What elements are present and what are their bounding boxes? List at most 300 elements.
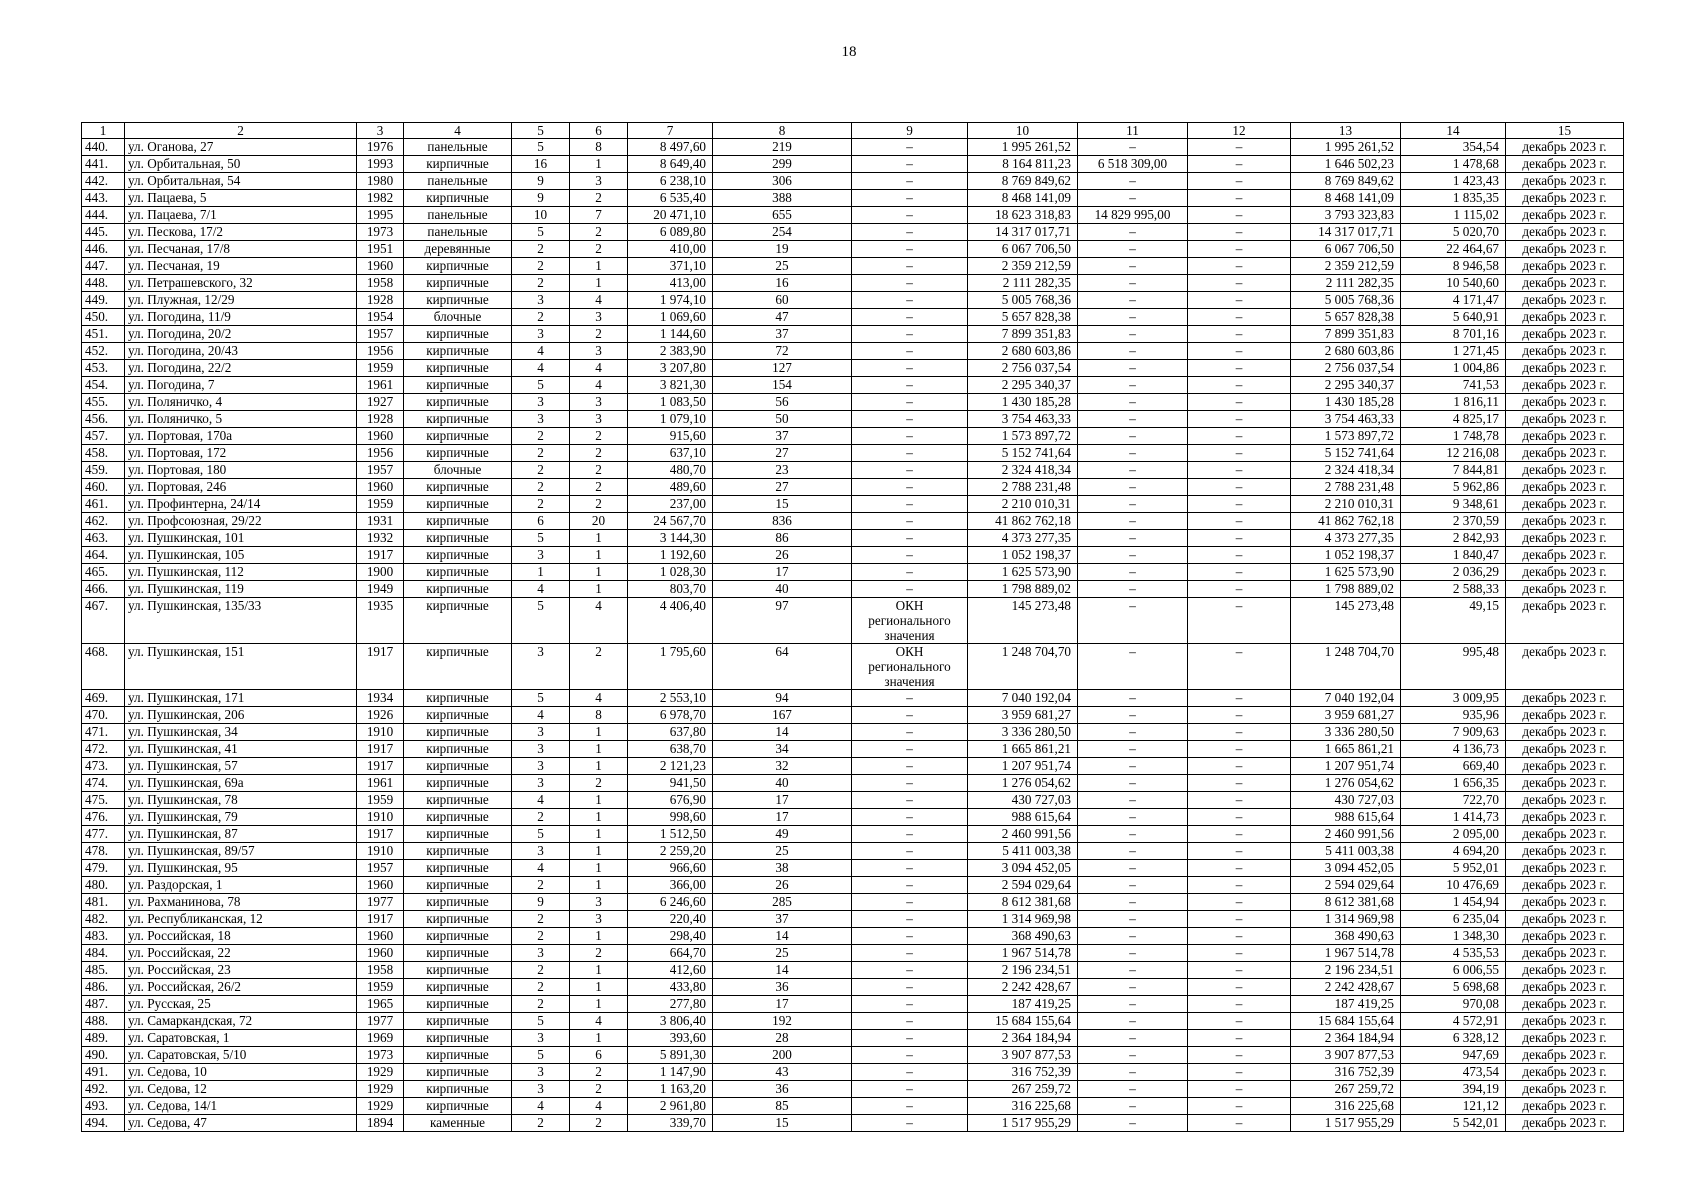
total-cost-cell: 3 907 877,53 [968,1047,1078,1064]
row-number-cell: 462. [82,513,125,530]
residents-cell: 192 [713,1013,852,1030]
total-cost-cell: 316 225,68 [968,1098,1078,1115]
residents-cell: 25 [713,945,852,962]
table-row [82,644,1624,690]
specific-cost-cell: 6 328,12 [1401,1030,1506,1047]
year-cell: 1959 [357,496,404,513]
cost-cell-11: – [1078,826,1188,843]
address-cell: ул. Седова, 14/1 [125,1098,357,1115]
status-cell: – [852,860,968,877]
wall-material-cell: кирпичные [404,428,512,445]
entrances-cell: 1 [570,156,628,173]
specific-cost-cell: 2 036,29 [1401,564,1506,581]
floors-cell: 3 [512,292,570,309]
cost-cell-11: – [1078,1064,1188,1081]
area-cell: 637,80 [628,724,713,741]
deadline-cell: декабрь 2023 г. [1506,911,1624,928]
entrances-cell: 7 [570,207,628,224]
wall-material-cell: кирпичные [404,826,512,843]
cost-cell-12: – [1188,843,1291,860]
wall-material-cell: кирпичные [404,258,512,275]
cost-cell-13: 1 995 261,52 [1291,139,1401,156]
row-number-cell: 446. [82,241,125,258]
floors-cell: 2 [512,445,570,462]
address-cell: ул. Погодина, 7 [125,377,357,394]
wall-material-cell: кирпичные [404,292,512,309]
table-row [82,513,1624,530]
entrances-cell: 1 [570,809,628,826]
wall-material-cell: блочные [404,309,512,326]
area-cell: 6 089,80 [628,224,713,241]
total-cost-cell: 1 995 261,52 [968,139,1078,156]
address-cell: ул. Пушкинская, 69а [125,775,357,792]
cost-cell-12: – [1188,877,1291,894]
cost-cell-12: – [1188,581,1291,598]
address-cell: ул. Погодина, 11/9 [125,309,357,326]
floors-cell: 5 [512,224,570,241]
specific-cost-cell: 473,54 [1401,1064,1506,1081]
cost-cell-13: 267 259,72 [1291,1081,1401,1098]
area-cell: 1 192,60 [628,547,713,564]
floors-cell: 3 [512,843,570,860]
deadline-cell: декабрь 2023 г. [1506,581,1624,598]
specific-cost-cell: 8 946,58 [1401,258,1506,275]
residents-cell: 836 [713,513,852,530]
entrances-cell: 2 [570,445,628,462]
cost-cell-11: – [1078,377,1188,394]
row-number-cell: 485. [82,962,125,979]
cost-cell-12: – [1188,792,1291,809]
address-cell: ул. Пескова, 17/2 [125,224,357,241]
row-number-cell: 447. [82,258,125,275]
status-cell: – [852,479,968,496]
deadline-cell: декабрь 2023 г. [1506,758,1624,775]
entrances-cell: 8 [570,707,628,724]
row-number-cell: 457. [82,428,125,445]
address-cell: ул. Петрашевского, 32 [125,275,357,292]
area-cell: 1 795,60 [628,644,713,690]
wall-material-cell: кирпичные [404,1098,512,1115]
address-cell: ул. Раздорская, 1 [125,877,357,894]
floors-cell: 2 [512,928,570,945]
year-cell: 1982 [357,190,404,207]
column-number-header: 5 [512,123,570,139]
residents-cell: 200 [713,1047,852,1064]
wall-material-cell: кирпичные [404,1064,512,1081]
specific-cost-cell: 4 572,91 [1401,1013,1506,1030]
year-cell: 1917 [357,826,404,843]
specific-cost-cell: 22 464,67 [1401,241,1506,258]
deadline-cell: декабрь 2023 г. [1506,258,1624,275]
deadline-cell: декабрь 2023 г. [1506,343,1624,360]
cost-cell-11: – [1078,860,1188,877]
area-cell: 3 821,30 [628,377,713,394]
cost-cell-11: – [1078,724,1188,741]
residents-cell: 36 [713,1081,852,1098]
status-cell: – [852,724,968,741]
row-number-cell: 483. [82,928,125,945]
address-cell: ул. Пацаева, 5 [125,190,357,207]
cost-cell-12: – [1188,190,1291,207]
entrances-cell: 3 [570,411,628,428]
specific-cost-cell: 1 348,30 [1401,928,1506,945]
table-row [82,860,1624,877]
specific-cost-cell: 2 588,33 [1401,581,1506,598]
floors-cell: 9 [512,190,570,207]
residents-cell: 72 [713,343,852,360]
area-cell: 3 207,80 [628,360,713,377]
wall-material-cell: кирпичные [404,911,512,928]
cost-cell-11: – [1078,513,1188,530]
wall-material-cell: кирпичные [404,411,512,428]
row-number-cell: 448. [82,275,125,292]
cost-cell-11: – [1078,894,1188,911]
address-cell: ул. Пушкинская, 87 [125,826,357,843]
residents-cell: 17 [713,809,852,826]
floors-cell: 3 [512,326,570,343]
deadline-cell: декабрь 2023 г. [1506,928,1624,945]
cost-cell-13: 2 359 212,59 [1291,258,1401,275]
specific-cost-cell: 5 542,01 [1401,1115,1506,1132]
table-row [82,190,1624,207]
wall-material-cell: кирпичные [404,564,512,581]
wall-material-cell: кирпичные [404,1081,512,1098]
year-cell: 1917 [357,911,404,928]
deadline-cell: декабрь 2023 г. [1506,207,1624,224]
cost-cell-11: – [1078,462,1188,479]
address-cell: ул. Погодина, 20/43 [125,343,357,360]
wall-material-cell: кирпичные [404,860,512,877]
status-cell: – [852,496,968,513]
residents-cell: 17 [713,996,852,1013]
entrances-cell: 1 [570,792,628,809]
area-cell: 339,70 [628,1115,713,1132]
year-cell: 1993 [357,156,404,173]
area-cell: 1 974,10 [628,292,713,309]
residents-cell: 17 [713,792,852,809]
table-row [82,979,1624,996]
row-number-cell: 490. [82,1047,125,1064]
residents-cell: 26 [713,547,852,564]
status-cell: – [852,1030,968,1047]
column-number-header: 14 [1401,123,1506,139]
area-cell: 4 406,40 [628,598,713,644]
specific-cost-cell: 947,69 [1401,1047,1506,1064]
floors-cell: 2 [512,309,570,326]
status-cell: – [852,809,968,826]
residents-cell: 37 [713,428,852,445]
table-row [82,360,1624,377]
specific-cost-cell: 1 835,35 [1401,190,1506,207]
entrances-cell: 3 [570,911,628,928]
area-cell: 413,00 [628,275,713,292]
specific-cost-cell: 995,48 [1401,644,1506,690]
address-cell: ул. Российская, 26/2 [125,979,357,996]
deadline-cell: декабрь 2023 г. [1506,564,1624,581]
floors-cell: 2 [512,877,570,894]
floors-cell: 2 [512,258,570,275]
column-number-header: 4 [404,123,512,139]
row-number-cell: 449. [82,292,125,309]
total-cost-cell: 2 295 340,37 [968,377,1078,394]
status-cell: – [852,945,968,962]
column-number-header: 13 [1291,123,1401,139]
status-cell: – [852,547,968,564]
specific-cost-cell: 970,08 [1401,996,1506,1013]
address-cell: ул. Погодина, 20/2 [125,326,357,343]
cost-cell-13: 6 067 706,50 [1291,241,1401,258]
cost-cell-11: – [1078,843,1188,860]
entrances-cell: 1 [570,547,628,564]
cost-cell-13: 2 680 603,86 [1291,343,1401,360]
deadline-cell: декабрь 2023 г. [1506,979,1624,996]
wall-material-cell: кирпичные [404,928,512,945]
floors-cell: 3 [512,945,570,962]
total-cost-cell: 316 752,39 [968,1064,1078,1081]
row-number-cell: 477. [82,826,125,843]
status-cell: – [852,292,968,309]
area-cell: 6 246,60 [628,894,713,911]
address-cell: ул. Российская, 18 [125,928,357,945]
total-cost-cell: 3 094 452,05 [968,860,1078,877]
status-cell: – [852,411,968,428]
row-number-cell: 466. [82,581,125,598]
cost-cell-13: 145 273,48 [1291,598,1401,644]
area-cell: 24 567,70 [628,513,713,530]
total-cost-cell: 430 727,03 [968,792,1078,809]
status-cell: – [852,911,968,928]
area-cell: 941,50 [628,775,713,792]
wall-material-cell: кирпичные [404,996,512,1013]
status-cell: – [852,394,968,411]
floors-cell: 2 [512,809,570,826]
area-cell: 393,60 [628,1030,713,1047]
total-cost-cell: 1 798 889,02 [968,581,1078,598]
specific-cost-cell: 7 844,81 [1401,462,1506,479]
address-cell: ул. Российская, 23 [125,962,357,979]
wall-material-cell: кирпичные [404,894,512,911]
row-number-cell: 444. [82,207,125,224]
entrances-cell: 2 [570,326,628,343]
wall-material-cell: кирпичные [404,581,512,598]
total-cost-cell: 1 276 054,62 [968,775,1078,792]
deadline-cell: декабрь 2023 г. [1506,326,1624,343]
residents-cell: 14 [713,724,852,741]
wall-material-cell: кирпичные [404,479,512,496]
wall-material-cell: панельные [404,224,512,241]
wall-material-cell: деревянные [404,241,512,258]
cost-cell-13: 1 276 054,62 [1291,775,1401,792]
cost-cell-11: – [1078,139,1188,156]
deadline-cell: декабрь 2023 г. [1506,1047,1624,1064]
cost-cell-13: 2 324 418,34 [1291,462,1401,479]
year-cell: 1929 [357,1064,404,1081]
floors-cell: 2 [512,496,570,513]
status-cell: – [852,530,968,547]
specific-cost-cell: 49,15 [1401,598,1506,644]
row-number-cell: 469. [82,690,125,707]
cost-cell-12: – [1188,479,1291,496]
table-row [82,462,1624,479]
cost-cell-12: – [1188,564,1291,581]
wall-material-cell: кирпичные [404,1030,512,1047]
cost-cell-11: – [1078,644,1188,690]
specific-cost-cell: 2 842,93 [1401,530,1506,547]
total-cost-cell: 8 164 811,23 [968,156,1078,173]
wall-material-cell: блочные [404,462,512,479]
cost-cell-11: – [1078,496,1188,513]
entrances-cell: 2 [570,224,628,241]
residents-cell: 37 [713,326,852,343]
status-cell: – [852,741,968,758]
status-cell: – [852,979,968,996]
cost-cell-12: – [1188,530,1291,547]
entrances-cell: 2 [570,945,628,962]
area-cell: 2 259,20 [628,843,713,860]
total-cost-cell: 1 573 897,72 [968,428,1078,445]
residents-cell: 154 [713,377,852,394]
area-cell: 6 978,70 [628,707,713,724]
total-cost-cell: 2 594 029,64 [968,877,1078,894]
row-number-cell: 475. [82,792,125,809]
cost-cell-12: – [1188,741,1291,758]
address-cell: ул. Пушкинская, 112 [125,564,357,581]
year-cell: 1957 [357,860,404,877]
wall-material-cell: кирпичные [404,1047,512,1064]
cost-cell-12: – [1188,707,1291,724]
status-cell: – [852,1115,968,1132]
floors-cell: 5 [512,530,570,547]
cost-cell-12: – [1188,775,1291,792]
cost-cell-13: 187 419,25 [1291,996,1401,1013]
cost-cell-12: – [1188,428,1291,445]
cost-cell-11: – [1078,411,1188,428]
row-number-cell: 476. [82,809,125,826]
deadline-cell: декабрь 2023 г. [1506,292,1624,309]
area-cell: 6 535,40 [628,190,713,207]
total-cost-cell: 5 657 828,38 [968,309,1078,326]
cost-cell-11: – [1078,809,1188,826]
address-cell: ул. Орбитальная, 54 [125,173,357,190]
wall-material-cell: кирпичные [404,724,512,741]
total-cost-cell: 2 324 418,34 [968,462,1078,479]
row-number-cell: 472. [82,741,125,758]
area-cell: 277,80 [628,996,713,1013]
row-number-cell: 479. [82,860,125,877]
residents-cell: 47 [713,309,852,326]
cost-cell-13: 2 111 282,35 [1291,275,1401,292]
residents-cell: 14 [713,928,852,945]
cost-cell-11: – [1078,741,1188,758]
cost-cell-12: – [1188,275,1291,292]
wall-material-cell: кирпичные [404,598,512,644]
specific-cost-cell: 4 694,20 [1401,843,1506,860]
row-number-cell: 480. [82,877,125,894]
table-row [82,292,1624,309]
area-cell: 480,70 [628,462,713,479]
specific-cost-cell: 8 701,16 [1401,326,1506,343]
residents-cell: 56 [713,394,852,411]
specific-cost-cell: 1 840,47 [1401,547,1506,564]
area-cell: 8 649,40 [628,156,713,173]
entrances-cell: 2 [570,644,628,690]
status-cell: – [852,275,968,292]
specific-cost-cell: 9 348,61 [1401,496,1506,513]
cost-cell-11: – [1078,1013,1188,1030]
deadline-cell: декабрь 2023 г. [1506,445,1624,462]
entrances-cell: 3 [570,343,628,360]
wall-material-cell: кирпичные [404,741,512,758]
year-cell: 1957 [357,462,404,479]
specific-cost-cell: 6 006,55 [1401,962,1506,979]
cost-cell-13: 368 490,63 [1291,928,1401,945]
area-cell: 1 147,90 [628,1064,713,1081]
area-cell: 8 497,60 [628,139,713,156]
year-cell: 1960 [357,479,404,496]
wall-material-cell: кирпичные [404,1013,512,1030]
status-cell: – [852,707,968,724]
cost-cell-12: – [1188,360,1291,377]
residents-cell: 167 [713,707,852,724]
year-cell: 1959 [357,360,404,377]
floors-cell: 5 [512,1013,570,1030]
address-cell: ул. Пушкинская, 34 [125,724,357,741]
status-cell: – [852,139,968,156]
row-number-cell: 486. [82,979,125,996]
floors-cell: 3 [512,1030,570,1047]
cost-cell-11: – [1078,775,1188,792]
cost-cell-13: 1 207 951,74 [1291,758,1401,775]
table-row [82,1081,1624,1098]
address-cell: ул. Пушкинская, 171 [125,690,357,707]
floors-cell: 5 [512,377,570,394]
year-cell: 1965 [357,996,404,1013]
wall-material-cell: кирпичные [404,156,512,173]
year-cell: 1960 [357,877,404,894]
cost-cell-12: – [1188,758,1291,775]
year-cell: 1976 [357,139,404,156]
floors-cell: 3 [512,411,570,428]
row-number-cell: 463. [82,530,125,547]
cost-cell-13: 2 756 037,54 [1291,360,1401,377]
deadline-cell: декабрь 2023 г. [1506,843,1624,860]
specific-cost-cell: 3 009,95 [1401,690,1506,707]
total-cost-cell: 145 273,48 [968,598,1078,644]
entrances-cell: 2 [570,496,628,513]
year-cell: 1927 [357,394,404,411]
entrances-cell: 4 [570,377,628,394]
cost-cell-12: – [1188,1030,1291,1047]
year-cell: 1917 [357,644,404,690]
area-cell: 966,60 [628,860,713,877]
cost-cell-13: 4 373 277,35 [1291,530,1401,547]
table-row [82,309,1624,326]
row-number-cell: 489. [82,1030,125,1047]
cost-cell-11: – [1078,292,1188,309]
cost-cell-13: 3 094 452,05 [1291,860,1401,877]
deadline-cell: декабрь 2023 г. [1506,241,1624,258]
year-cell: 1973 [357,1047,404,1064]
cost-cell-12: – [1188,928,1291,945]
cost-cell-12: – [1188,258,1291,275]
entrances-cell: 2 [570,1081,628,1098]
cost-cell-11: 14 829 995,00 [1078,207,1188,224]
row-number-cell: 464. [82,547,125,564]
area-cell: 298,40 [628,928,713,945]
floors-cell: 2 [512,428,570,445]
area-cell: 366,00 [628,877,713,894]
address-cell: ул. Пушкинская, 89/57 [125,843,357,860]
